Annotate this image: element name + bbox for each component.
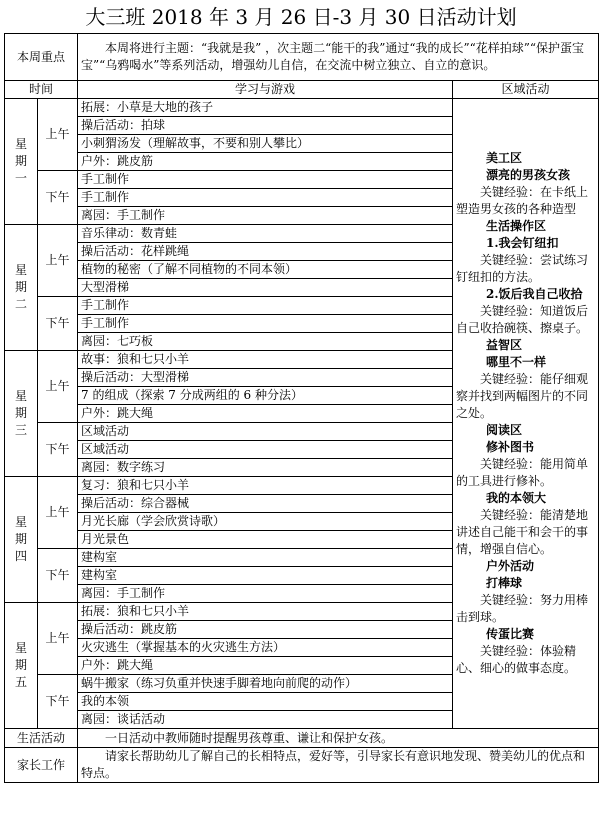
activity-cell: 7 的组成（探索 7 分成两组的 6 种分法） — [78, 387, 453, 405]
activity-cell: 区域活动 — [78, 441, 453, 459]
morning-label: 上午 — [38, 603, 78, 675]
activity-cell: 操后活动：拍球 — [78, 117, 453, 135]
header-area: 区域活动 — [453, 81, 599, 99]
day-label-char: 星 — [14, 137, 27, 151]
day-label-char: 五 — [14, 675, 27, 689]
day-label-char: 星 — [14, 389, 27, 403]
activity-cell: 月光长廊（学会欣赏诗歌） — [78, 513, 453, 531]
activity-cell: 离园：数字练习 — [78, 459, 453, 477]
activity-cell: 火灾逃生（掌握基本的火灾逃生方法） — [78, 639, 453, 657]
area-description: 关键经验：能清楚地讲述自己能干和会干的事情，增强自信心。 — [456, 508, 589, 556]
area-subtitle: 修补图书 — [486, 440, 535, 454]
day-label-char: 期 — [14, 532, 27, 546]
area-subtitle: 漂亮的男孩女孩 — [486, 168, 571, 182]
area-description: 关键经验：尝试练习钉纽扣的方法。 — [456, 253, 589, 284]
activity-cell: 手工制作 — [78, 189, 453, 207]
day-label — [5, 477, 38, 603]
activity-cell: 手工制作 — [78, 171, 453, 189]
activity-cell: 我的本领 — [78, 693, 453, 711]
activity-cell: 大型滑梯 — [78, 279, 453, 297]
afternoon-label: 下午 — [38, 171, 78, 225]
parents-row — [5, 748, 599, 783]
activity-cell: 月光景色 — [78, 531, 453, 549]
focus-label: 本周重点 — [5, 34, 78, 81]
header-time: 时间 — [5, 81, 78, 99]
activity-cell: 复习：狼和七只小羊 — [78, 477, 453, 495]
activity-cell: 建构室 — [78, 567, 453, 585]
activity-cell: 拓展：狼和七只小羊 — [78, 603, 453, 621]
activity-cell: 区域活动 — [78, 423, 453, 441]
activity-plan-table — [4, 33, 599, 783]
day-label — [5, 225, 38, 351]
afternoon-label: 下午 — [38, 675, 78, 729]
day-label — [5, 603, 38, 729]
morning-label: 上午 — [38, 225, 78, 297]
area-subtitle: 哪里不一样 — [486, 355, 547, 369]
focus-row — [5, 34, 599, 81]
day-label — [5, 351, 38, 477]
activity-cell: 操后活动：花样跳绳 — [78, 243, 453, 261]
activity-cell: 操后活动：综合器械 — [78, 495, 453, 513]
parents-text: 请家长帮助幼儿了解自己的长相特点，爱好等，引导家长有意识地发现、赞美幼儿的优点和特点。 — [78, 748, 599, 783]
activity-cell: 离园：谈话活动 — [78, 711, 453, 729]
activity-cell: 蜗牛搬家（练习负重并快速手脚着地向前爬的动作） — [78, 675, 453, 693]
activity-cell: 户外：跳大绳 — [78, 405, 453, 423]
day-label-char: 期 — [14, 658, 27, 672]
activity-cell: 拓展：小草是大地的孩子 — [78, 99, 453, 117]
area-title: 传蛋比赛 — [486, 627, 535, 641]
day-label-char: 二 — [14, 297, 27, 311]
activity-cell: 户外：跳皮筋 — [78, 153, 453, 171]
afternoon-label: 下午 — [38, 297, 78, 351]
afternoon-label: 下午 — [38, 549, 78, 603]
activity-cell: 音乐律动：数青蛙 — [78, 225, 453, 243]
day-label-char: 一 — [14, 171, 27, 185]
area-title: 美工区 — [486, 151, 523, 165]
area-title: 阅读区 — [486, 423, 523, 437]
activity-cell: 户外：跳大绳 — [78, 657, 453, 675]
activity-cell: 离园：手工制作 — [78, 585, 453, 603]
parents-label: 家长工作 — [5, 748, 78, 783]
day-label-char: 期 — [14, 406, 27, 420]
day-label — [5, 99, 38, 225]
area-description: 关键经验：能用简单的工具进行修补。 — [456, 457, 589, 488]
day-label-char: 期 — [14, 280, 27, 294]
activity-cell: 小刺猬汤发（理解故事，不要和别人攀比） — [78, 135, 453, 153]
area-description: 关键经验：体验精心、细心的做事态度。 — [456, 644, 577, 675]
area-title: 我的本领大 — [486, 491, 547, 505]
activity-cell: 植物的秘密（了解不同植物的不同本领） — [78, 261, 453, 279]
area-subtitle: 2.饭后我自己收拾 — [486, 287, 583, 301]
activity-cell: 离园：七巧板 — [78, 333, 453, 351]
activity-cell: 操后活动：跳皮筋 — [78, 621, 453, 639]
activity-cell: 手工制作 — [78, 315, 453, 333]
table-row — [5, 99, 599, 117]
area-description: 关键经验：努力用棒击到球。 — [456, 593, 589, 624]
day-label-char: 三 — [14, 423, 27, 437]
focus-text: 本周将进行主题：“我就是我” ，次主题二“能干的我”通过“我的成长”“花样拍球”“保护蛋宝宝”“乌鸦喝水”等系列活动，增强幼儿自信，在交流中树立独立、自立的意识。 — [78, 34, 599, 81]
activity-cell: 建构室 — [78, 549, 453, 567]
area-activities — [453, 99, 599, 729]
afternoon-label: 下午 — [38, 423, 78, 477]
area-subtitle: 1.我会钉纽扣 — [486, 236, 559, 250]
activity-cell: 操后活动：大型滑梯 — [78, 369, 453, 387]
area-description: 关键经验：知道饭后自己收拾碗筷、擦桌子。 — [456, 304, 589, 335]
area-title: 生活操作区 — [486, 219, 547, 233]
area-title: 益智区 — [486, 338, 523, 352]
day-label-char: 星 — [14, 263, 27, 277]
area-description: 关键经验：能仔细观察并找到两幅图片的不同之处。 — [456, 372, 589, 420]
day-label-char: 星 — [14, 515, 27, 529]
morning-label: 上午 — [38, 99, 78, 171]
day-label-char: 期 — [14, 154, 27, 168]
life-label: 生活活动 — [5, 729, 78, 748]
activity-cell: 故事：狼和七只小羊 — [78, 351, 453, 369]
activity-cell: 离园：手工制作 — [78, 207, 453, 225]
header-learning: 学习与游戏 — [78, 81, 453, 99]
morning-label: 上午 — [38, 351, 78, 423]
area-title: 户外活动 — [486, 559, 535, 573]
activity-cell: 手工制作 — [78, 297, 453, 315]
life-text: 一日活动中教师随时提醒男孩尊重、谦让和保护女孩。 — [78, 729, 599, 748]
morning-label: 上午 — [38, 477, 78, 549]
header-row — [5, 81, 599, 99]
area-subtitle: 打棒球 — [486, 576, 523, 590]
page-title: 大三班 2018 年 3 月 26 日-3 月 30 日活动计划 — [85, 5, 517, 29]
day-label-char: 星 — [14, 641, 27, 655]
life-row — [5, 729, 599, 748]
area-description: 关键经验：在卡纸上塑造男女孩的各种造型 — [456, 185, 589, 216]
day-label-char: 四 — [14, 549, 27, 563]
